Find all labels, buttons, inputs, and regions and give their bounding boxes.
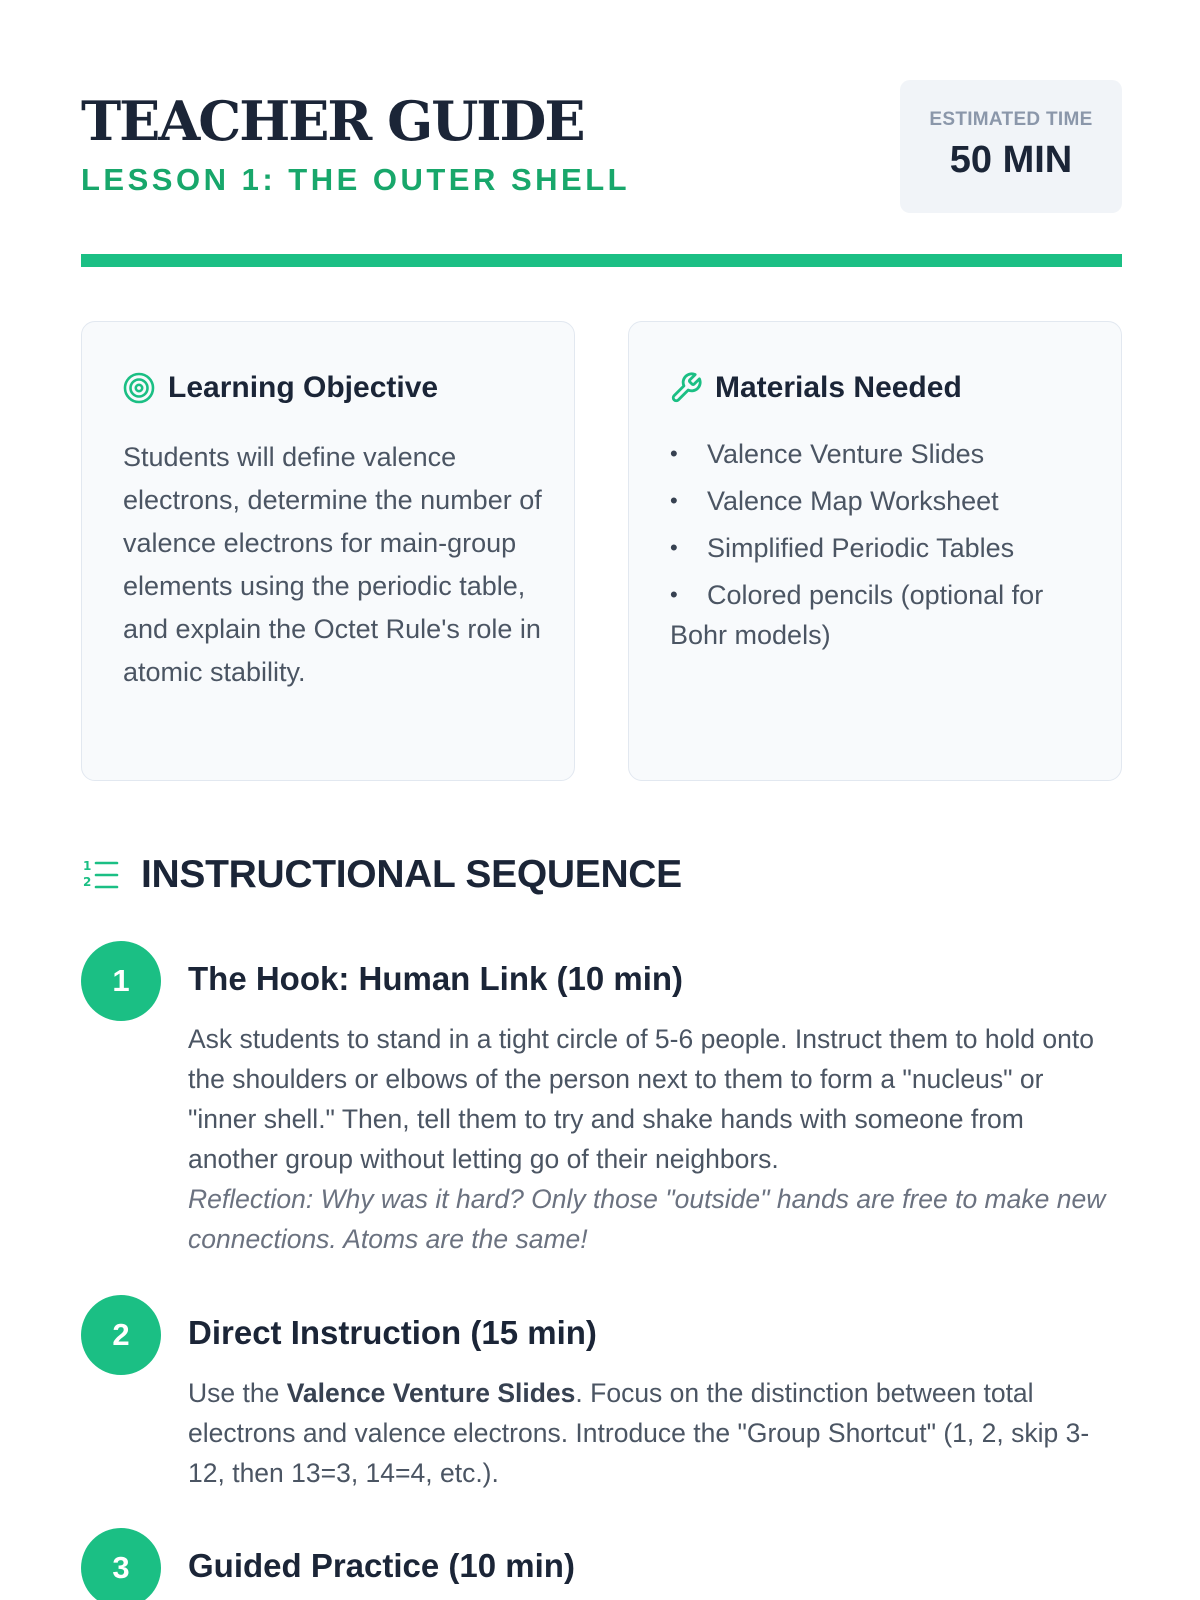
step-body: [188, 1019, 1118, 1259]
step-title: The Hook: Human Link (10 min): [188, 960, 684, 997]
list-item: • Valence Map Worksheet: [670, 481, 1090, 521]
step-body: [188, 1373, 1118, 1493]
page-title: TEACHER GUIDE: [81, 89, 584, 153]
step-text-rest: . Focus on the distinction between total electrons and valence electrons. Introduce the "Group Shortcut" (1, 2, skip 3-12, then 13=3, 14=4, etc.).: [188, 1378, 1090, 1488]
step-number-badge: 2: [81, 1295, 161, 1375]
estimated-time-label: ESTIMATED TIME: [929, 109, 1093, 130]
teacher-guide-page: [81, 0, 1122, 1600]
learning-objective-header: [122, 368, 438, 408]
header: [81, 80, 1122, 215]
step-number-badge: 3: [81, 1528, 161, 1600]
instructional-sequence-title: INSTRUCTIONAL SEQUENCE: [141, 853, 682, 896]
list-item: • Valence Venture Slides: [670, 434, 1090, 474]
materials-needed-title: Materials Needed: [715, 371, 962, 404]
list-item: • Colored pencils (optional for Bohr models): [670, 575, 1090, 655]
materials-needed-header: [669, 368, 962, 408]
step-number-badge: 1: [81, 941, 161, 1021]
step-title: Direct Instruction (15 min): [188, 1314, 597, 1351]
numbered-list-icon: [81, 855, 121, 895]
svg-text:2: 2: [83, 875, 92, 889]
step-text-emphasis: Valence Venture Slides: [286, 1378, 576, 1408]
materials-needed-card: [628, 321, 1122, 781]
step-text: Ask students to stand in a tight circle of 5-6 people. Instruct them to hold onto the shoulders or elbows of the person next to them to form a "nucleus" or "inner shell." Then, tell them to try and shake hands with someone from another group without letting go of their neighbors.: [188, 1024, 1094, 1174]
lesson-subtitle: LESSON 1: THE OUTER SHELL: [81, 162, 631, 197]
estimated-time-value: 50 MIN: [949, 139, 1073, 181]
materials-list: [670, 434, 1090, 662]
learning-objective-text: Students will define valence electrons, determine the number of valence electrons for main-group elements using the periodic table, and explain the Octet Rule's role in atomic stability.: [123, 442, 542, 687]
wrench-icon: [669, 371, 703, 405]
learning-objective-title: Learning Objective: [168, 371, 439, 404]
header-divider: [81, 254, 1122, 267]
step-reflection: Reflection: Why was it hard? Only those "outside" hands are free to make new connections. Atoms are the same!: [188, 1184, 1106, 1254]
step-text-intro: Use the: [188, 1378, 287, 1408]
instructional-sequence-header: [81, 850, 682, 900]
svg-text:1: 1: [83, 859, 92, 873]
target-icon: [122, 371, 156, 405]
list-item: • Simplified Periodic Tables: [670, 528, 1090, 568]
estimated-time-card: [900, 80, 1122, 213]
learning-objective-card: [81, 321, 575, 781]
step-title: Guided Practice (10 min): [188, 1547, 575, 1584]
